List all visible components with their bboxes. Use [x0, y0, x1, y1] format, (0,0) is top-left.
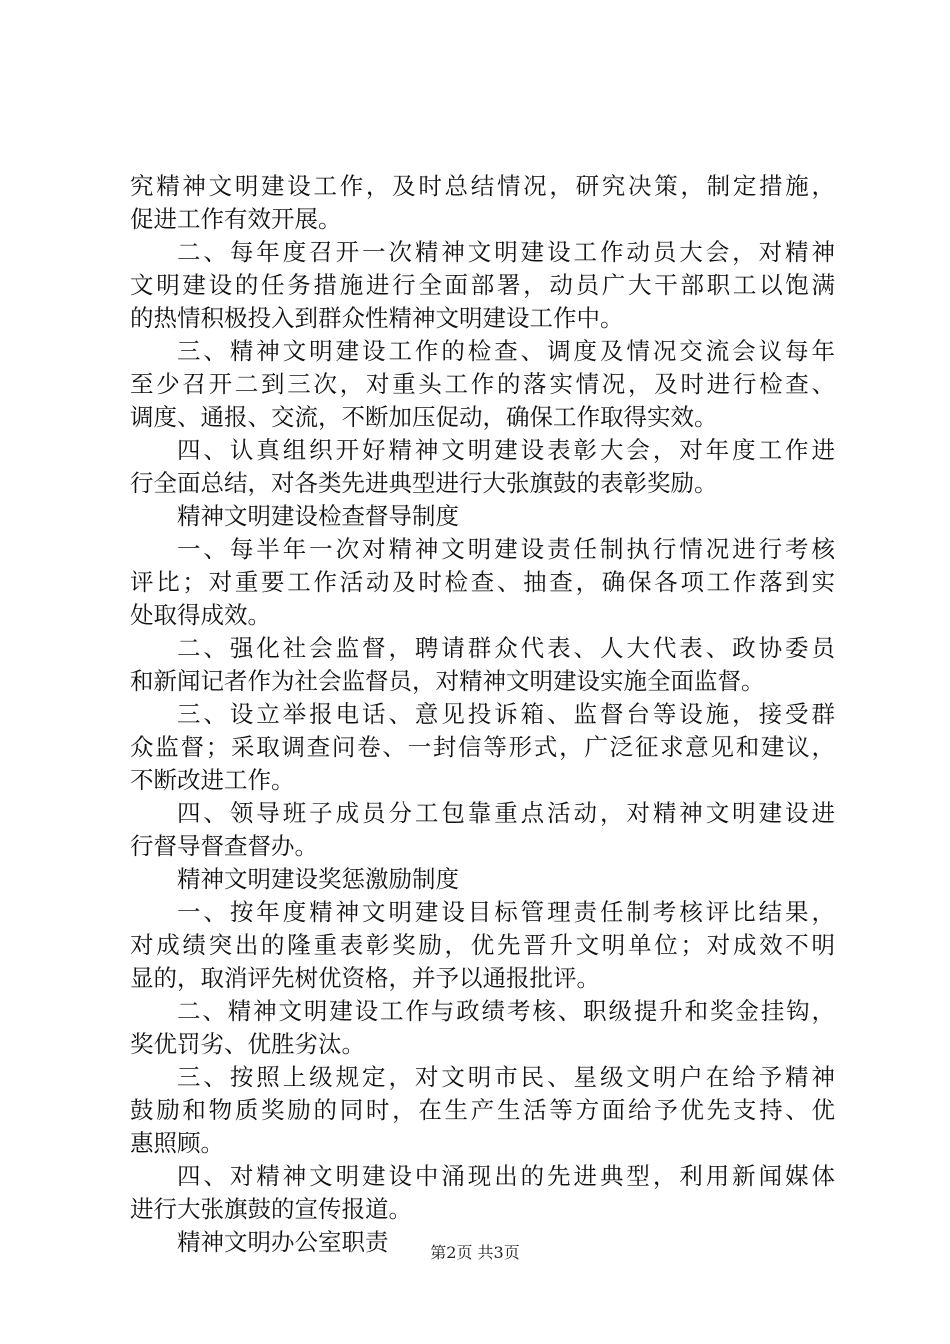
paragraph-line: 四、领导班子成员分工包靠重点活动，对精神文明建设进: [177, 799, 835, 827]
paragraph-line: 行全面总结，对各类先进典型进行大张旗鼓的表彰奖励。: [130, 469, 718, 497]
paragraph-line: 惠照顾。: [130, 1129, 224, 1157]
paragraph-line: 一、每半年一次对精神文明建设责任制执行情况进行考核: [177, 535, 835, 563]
document-body: [130, 170, 835, 1259]
paragraph-line: 至少召开二到三次，对重头工作的落实情况，及时进行检查、: [130, 370, 835, 398]
paragraph-line: 文明建设的任务措施进行全面部署，动员广大干部职工以饱满: [130, 271, 835, 299]
section-heading: 精神文明建设检查督导制度: [177, 502, 459, 530]
page-footer: 第2页 共3页: [430, 1243, 520, 1262]
paragraph-line: 二、精神文明建设工作与政绩考核、职级提升和奖金挂钩，: [177, 997, 835, 1025]
paragraph-line: 三、按照上级规定，对文明市民、星级文明户在给予精神: [177, 1063, 835, 1091]
paragraph-line: 奖优罚劣、优胜劣汰。: [130, 1030, 365, 1058]
paragraph-line: 评比；对重要工作活动及时检查、抽查，确保各项工作落到实: [130, 568, 835, 596]
paragraph-line: 显的，取消评先树优资格，并予以通报批评。: [130, 964, 600, 992]
paragraph-line: 处取得成效。: [130, 601, 271, 629]
paragraph-line: 四、对精神文明建设中涌现出的先进典型，利用新闻媒体: [177, 1162, 835, 1190]
paragraph-line: 究精神文明建设工作，及时总结情况，研究决策，制定措施，: [130, 172, 835, 200]
section-heading: 精神文明建设奖惩激励制度: [177, 865, 459, 893]
paragraph-line: 三、设立举报电话、意见投诉箱、监督台等设施，接受群: [177, 700, 835, 728]
paragraph-line: 一、按年度精神文明建设目标管理责任制考核评比结果，: [177, 898, 835, 926]
paragraph-line: 三、精神文明建设工作的检查、调度及情况交流会议每年: [177, 337, 835, 365]
paragraph-line: 和新闻记者作为社会监督员，对精神文明建设实施全面监督。: [130, 667, 765, 695]
paragraph-line: 的热情积极投入到群众性精神文明建设工作中。: [130, 304, 624, 332]
paragraph-line: 行督导督查督办。: [130, 832, 318, 860]
paragraph-line: 进行大张旗鼓的宣传报道。: [130, 1195, 412, 1223]
paragraph-line: 对成绩突出的隆重表彰奖励，优先晋升文明单位；对成效不明: [130, 931, 835, 959]
paragraph-line: 促进工作有效开展。: [130, 205, 342, 233]
paragraph-line: 鼓励和物质奖励的同时，在生产生活等方面给予优先支持、优: [130, 1096, 835, 1124]
section-heading: 精神文明办公室职责: [177, 1228, 389, 1256]
paragraph-line: 二、强化社会监督，聘请群众代表、人大代表、政协委员: [177, 634, 835, 662]
paragraph-line: 众监督；采取调查问卷、一封信等形式，广泛征求意见和建议，: [130, 733, 835, 761]
paragraph-line: 调度、通报、交流，不断加压促动，确保工作取得实效。: [130, 403, 718, 431]
paragraph-line: 不断改进工作。: [130, 766, 295, 794]
paragraph-line: 二、每年度召开一次精神文明建设工作动员大会，对精神: [177, 238, 835, 266]
paragraph-line: 四、认真组织开好精神文明建设表彰大会，对年度工作进: [177, 436, 835, 464]
